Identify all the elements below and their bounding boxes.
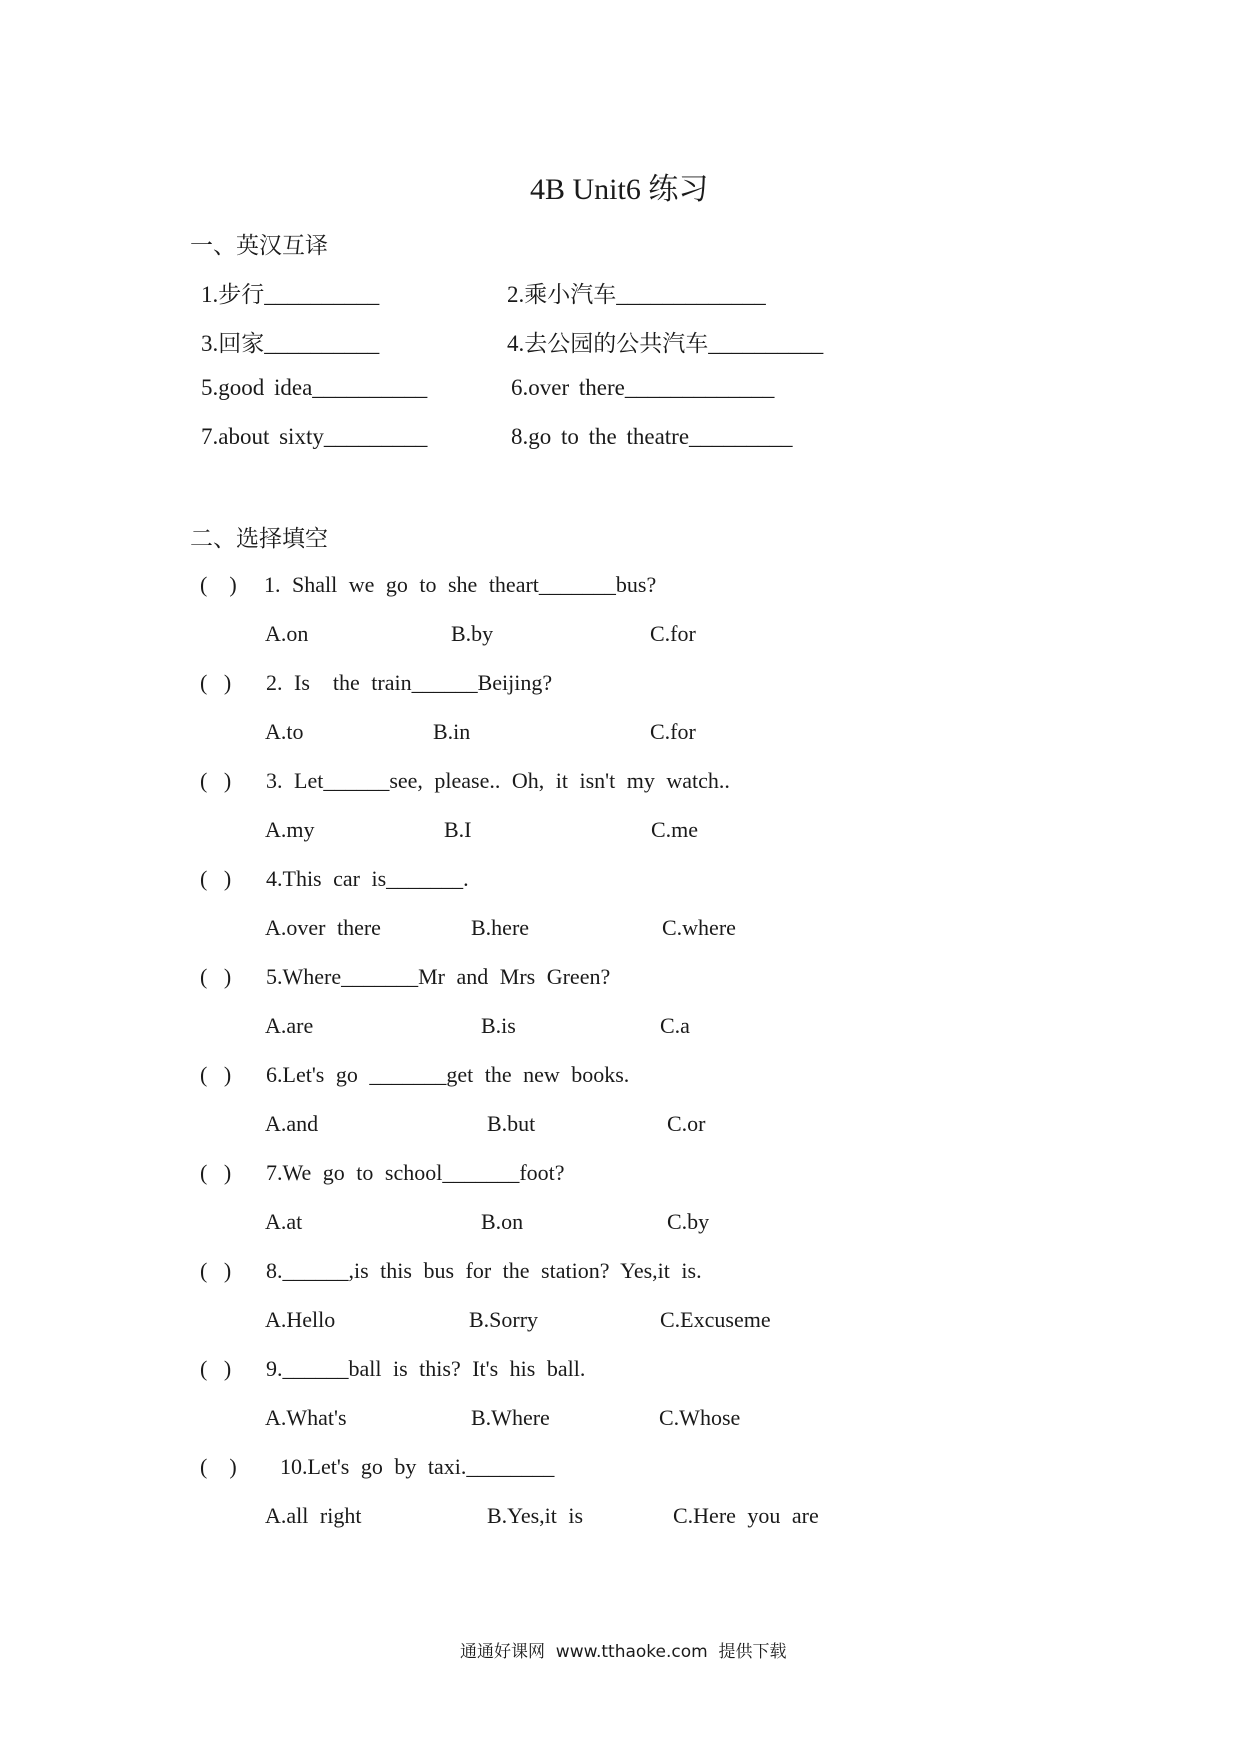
option-a: A.my (265, 817, 315, 842)
answer-paren: ( ) (200, 1062, 232, 1087)
option-c: C.or (667, 1111, 706, 1136)
option-c: C.a (660, 1013, 690, 1038)
option-b: B.Sorry (469, 1307, 539, 1332)
vocab-item-3: 3.回家__________ (201, 331, 380, 356)
option-b: B.but (487, 1111, 536, 1136)
option-c: C.for (650, 621, 696, 646)
option-a: A.over there (265, 915, 381, 940)
question-text: 1. Shall we go to she theart_______bus? (264, 572, 657, 597)
answer-paren: ( ) (200, 1454, 237, 1479)
question-text: 6.Let's go _______get the new books. (266, 1062, 630, 1087)
answer-paren: ( ) (200, 964, 232, 989)
question-text: 2. Is the train______Beijing? (266, 670, 553, 695)
option-c: C.Here you are (673, 1503, 819, 1528)
option-a: A.What's (265, 1405, 347, 1430)
question-text: 3. Let______see, please.. Oh, it isn't my watch.. (266, 768, 730, 793)
option-c: C.where (662, 915, 736, 940)
vocab-item-5: 5.good idea__________ (201, 375, 428, 400)
section1-heading: 一、英汉互译 (190, 233, 328, 259)
question-text: 8.______,is this bus for the station? Yes,it is. (266, 1258, 702, 1283)
option-a: A.at (265, 1209, 303, 1234)
option-c: C.Excuseme (660, 1307, 771, 1332)
vocab-item-8: 8.go to the theatre_________ (511, 424, 793, 449)
vocab-item-2: 2.乘小汽车_____________ (507, 282, 766, 307)
question-text: 4.This car is_______. (266, 866, 469, 891)
option-a: A.on (265, 621, 309, 646)
option-b: B.Yes,it is (487, 1503, 584, 1528)
option-b: B.in (433, 719, 471, 744)
option-b: B.is (481, 1013, 516, 1038)
question-text: 5.Where_______Mr and Mrs Green? (266, 964, 611, 989)
answer-paren: ( ) (200, 866, 232, 891)
question-text: 9.______ball is this? It's his ball. (266, 1356, 586, 1381)
answer-paren: ( ) (200, 768, 232, 793)
answer-paren: ( ) (200, 670, 232, 695)
option-a: A.to (265, 719, 304, 744)
page-footer: 通通好课网 www.tthaoke.com 提供下载 (460, 1642, 787, 1662)
option-a: A.Hello (265, 1307, 336, 1332)
option-b: B.on (481, 1209, 524, 1234)
answer-paren: ( ) (200, 1356, 232, 1381)
page-title: 4B Unit6 练习 (530, 173, 709, 206)
vocab-item-7: 7.about sixty_________ (201, 424, 428, 449)
option-a: A.all right (265, 1503, 362, 1528)
option-b: B.Where (471, 1405, 550, 1430)
vocab-item-4: 4.去公园的公共汽车__________ (507, 331, 824, 356)
answer-paren: ( ) (200, 1258, 232, 1283)
option-b: B.here (471, 915, 530, 940)
vocab-item-6: 6.over there_____________ (511, 375, 775, 400)
question-text: 7.We go to school_______foot? (266, 1160, 565, 1185)
option-a: A.and (265, 1111, 319, 1136)
option-b: B.by (451, 621, 494, 646)
answer-paren: ( ) (200, 1160, 232, 1185)
answer-paren: ( ) (200, 572, 237, 597)
option-c: C.me (651, 817, 699, 842)
option-c: C.Whose (659, 1405, 741, 1430)
question-text: 10.Let's go by taxi.________ (280, 1454, 555, 1479)
option-c: C.by (667, 1209, 710, 1234)
option-a: A.are (265, 1013, 314, 1038)
vocab-item-1: 1.步行__________ (201, 282, 380, 307)
section2-heading: 二、选择填空 (190, 526, 328, 552)
option-c: C.for (650, 719, 696, 744)
option-b: B.I (444, 817, 472, 842)
